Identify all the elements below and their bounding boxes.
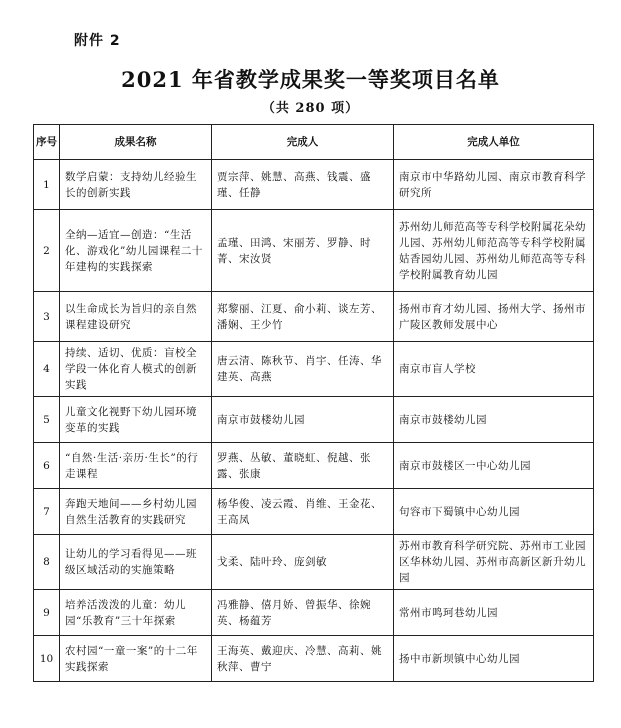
cell-authors: 唐云清、陈秋节、肖宇、任涛、华建英、高燕 — [212, 342, 394, 397]
cell-authors: 杨华俊、凌云霞、肖维、王金花、王高凤 — [212, 489, 394, 535]
table-row — [34, 160, 594, 210]
cell-name: 儿童文化视野下幼儿园环境变革的实践 — [60, 397, 212, 443]
cell-seq: 9 — [34, 590, 60, 636]
table-row — [34, 292, 594, 342]
cell-name: 奔跑天地间——乡村幼儿园自然生活教育的实践研究 — [60, 489, 212, 535]
cell-seq: 6 — [34, 443, 60, 489]
cell-units: 扬中市新坝镇中心幼儿园 — [394, 636, 594, 682]
cell-seq: 5 — [34, 397, 60, 443]
table-row — [34, 636, 594, 682]
cell-units: 苏州市教育科学研究院、苏州市工业园区华林幼儿园、苏州市高新区新升幼儿园 — [394, 535, 594, 590]
header-units: 完成人单位 — [394, 125, 594, 160]
header-seq: 序号 — [34, 125, 60, 160]
cell-seq: 8 — [34, 535, 60, 590]
table-row — [34, 210, 594, 292]
cell-units: 扬州市育才幼儿园、扬州大学、扬州市广陵区教师发展中心 — [394, 292, 594, 342]
cell-units: 句容市下蜀镇中心幼儿园 — [394, 489, 594, 535]
table-header-row — [34, 125, 594, 160]
cell-authors: 王海英、戴迎庆、冷慧、高莉、姚秋萍、曹宁 — [212, 636, 394, 682]
cell-units: 南京市中华路幼儿园、南京市教育科学研究所 — [394, 160, 594, 210]
cell-name: 以生命成长为旨归的亲自然课程建设研究 — [60, 292, 212, 342]
attachment-label: 附件 2 — [74, 33, 121, 49]
award-table — [33, 124, 594, 682]
table-row — [34, 489, 594, 535]
cell-seq: 1 — [34, 160, 60, 210]
table-row — [34, 397, 594, 443]
table-row — [34, 443, 594, 489]
cell-units: 南京市鼓楼区一中心幼儿园 — [394, 443, 594, 489]
table-row — [34, 590, 594, 636]
cell-units: 南京市盲人学校 — [394, 342, 594, 397]
cell-seq: 10 — [34, 636, 60, 682]
header-name: 成果名称 — [60, 125, 212, 160]
cell-units: 苏州幼儿师范高等专科学校附属花朵幼儿园、苏州幼儿师范高等专科学校附属姑香园幼儿园、苏州幼儿师范高等专科学校附属教育幼儿园 — [394, 210, 594, 292]
cell-authors: 冯雅静、僖月娇、曾振华、徐婉英、杨蕴芳 — [212, 590, 394, 636]
table-row — [34, 535, 594, 590]
cell-units: 南京市鼓楼幼儿园 — [394, 397, 594, 443]
cell-name: 农村园“一童一案”的十二年实践探索 — [60, 636, 212, 682]
cell-name: 全纳—适宜—创造：“生活化、游戏化”幼儿园课程二十年建构的实践探索 — [60, 210, 212, 292]
table-row — [34, 342, 594, 397]
cell-authors: 南京市鼓楼幼儿园 — [212, 397, 394, 443]
page-subtitle: （共 280 项） — [261, 101, 360, 116]
cell-authors: 郑黎丽、江夏、俞小莉、谈左芳、潘娴、王少竹 — [212, 292, 394, 342]
cell-units: 常州市鸣珂巷幼儿园 — [394, 590, 594, 636]
cell-seq: 4 — [34, 342, 60, 397]
cell-name: 数学启蒙：支持幼儿经验生长的创新实践 — [60, 160, 212, 210]
cell-name: 持续、适切、优质：盲校全学段一体化育人模式的创新实践 — [60, 342, 212, 397]
page-title: 2021 年省教学成果奖一等奖项目名单 — [121, 67, 500, 92]
cell-seq: 3 — [34, 292, 60, 342]
cell-name: 培养活泼泼的儿童：幼儿园“乐教育”三十年探索 — [60, 590, 212, 636]
cell-seq: 2 — [34, 210, 60, 292]
header-authors: 完成人 — [212, 125, 394, 160]
cell-authors: 贾宗萍、姚慧、高燕、钱震、盛瑾、任静 — [212, 160, 394, 210]
cell-name: “自然·生活·亲历·生长”的行走课程 — [60, 443, 212, 489]
cell-seq: 7 — [34, 489, 60, 535]
cell-authors: 罗燕、丛敏、董晓虹、倪越、张露、张康 — [212, 443, 394, 489]
cell-authors: 戈柔、陆叶玲、庞剑敏 — [212, 535, 394, 590]
cell-name: 让幼儿的学习看得见——班级区域活动的实施策略 — [60, 535, 212, 590]
cell-authors: 孟瑾、田鸿、宋丽芳、罗静、时菁、宋汝贤 — [212, 210, 394, 292]
